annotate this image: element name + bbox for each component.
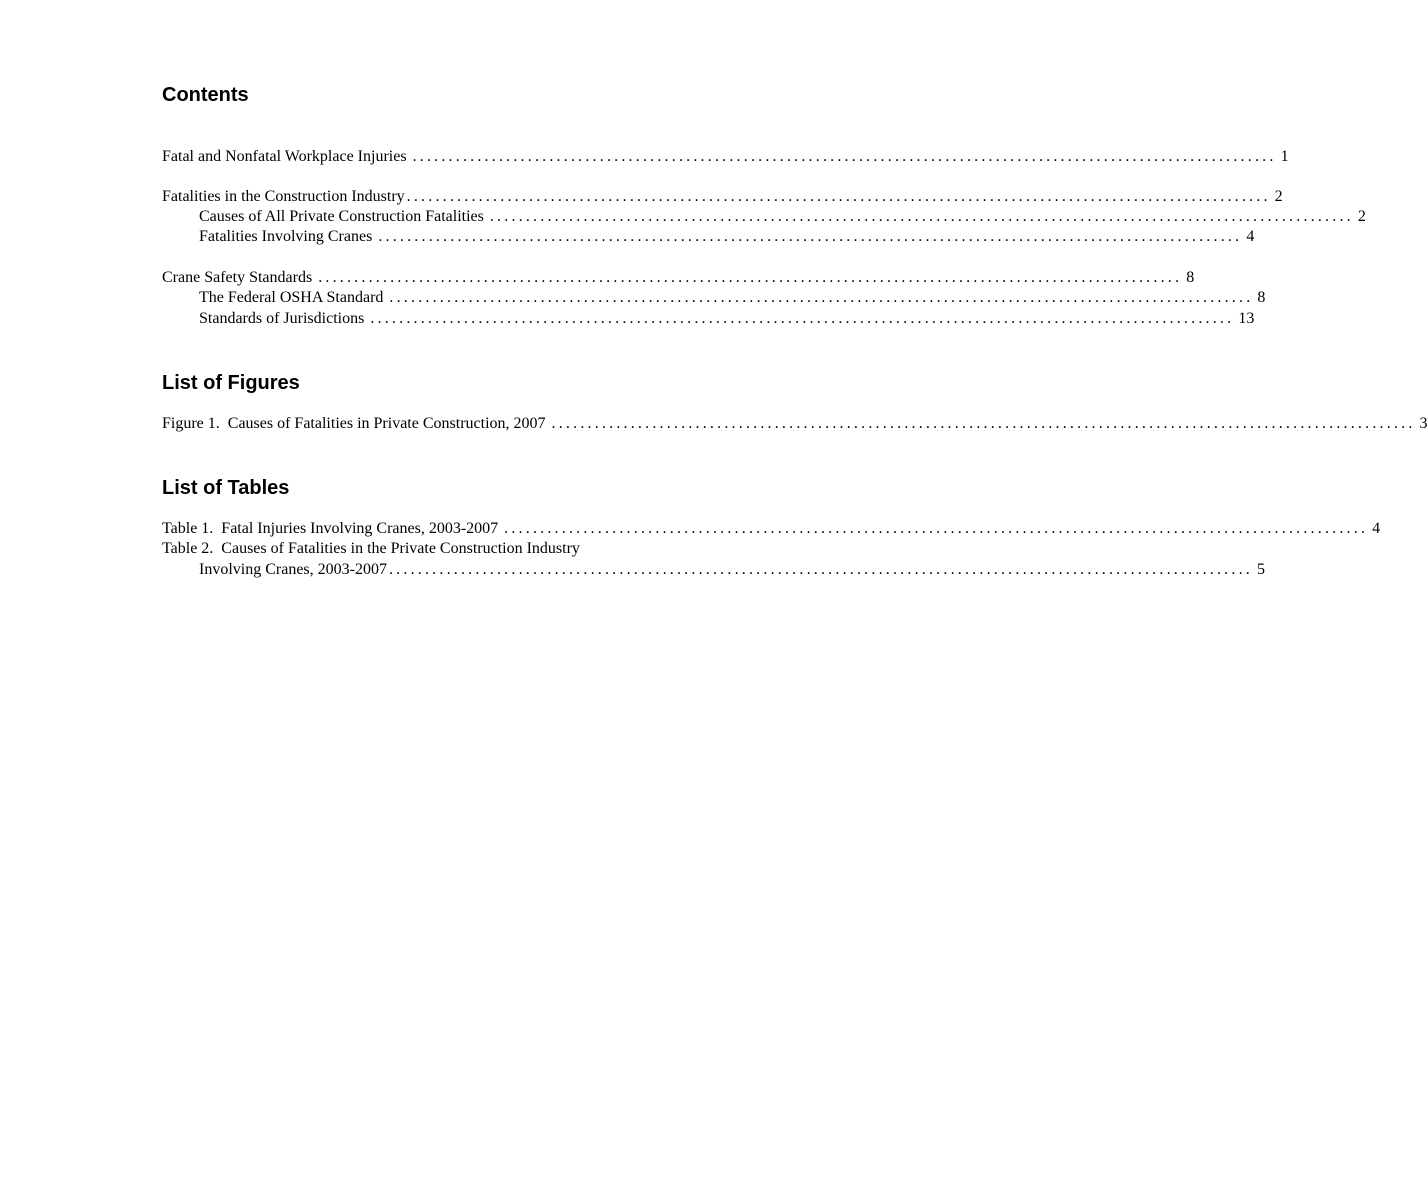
table-entry-2[interactable] — [199, 560, 1265, 580]
contents-heading: Contents — [162, 84, 249, 106]
toc-entry-construction-fatalities[interactable] — [162, 187, 1283, 207]
table-entry-2-title-line1[interactable]: Table 2. Causes of Fatalities in the Private Construction Industry — [162, 540, 580, 557]
toc-entry-standards-of-jurisdictions[interactable] — [199, 309, 1255, 329]
toc-entry-federal-osha-standard[interactable] — [199, 288, 1266, 308]
toc-entry-title: Standards of Jurisdictions — [199, 310, 365, 327]
toc-entry-page: 13 — [1238, 310, 1255, 327]
dot-leader: ........................................................................................................................ — [489, 208, 1354, 225]
toc-entry-title: Fatal and Nonfatal Workplace Injuries — [162, 148, 407, 165]
dot-leader: ........................................................................................................................ — [504, 520, 1369, 537]
toc-entry-title: The Federal OSHA Standard — [199, 289, 384, 306]
dot-leader: ........................................................................................................................ — [370, 310, 1235, 327]
dot-leader: ........................................................................................................................ — [406, 188, 1271, 205]
list-of-figures-heading: List of Figures — [162, 372, 300, 394]
dot-leader: ........................................................................................................................ — [389, 289, 1254, 306]
toc-entry-fatal-nonfatal-injuries[interactable] — [162, 147, 1289, 167]
figure-entry-title: Figure 1. Causes of Fatalities in Private Construction, 2007 — [162, 415, 546, 432]
toc-entry-crane-safety-standards[interactable] — [162, 268, 1195, 288]
list-of-tables-heading: List of Tables — [162, 477, 290, 499]
toc-entry-page: 4 — [1246, 228, 1255, 245]
dot-leader: ........................................................................................................................ — [378, 228, 1243, 245]
table-entry-title-line2: Involving Cranes, 2003-2007 — [199, 561, 387, 578]
dot-leader: ........................................................................................................................ — [412, 148, 1277, 165]
toc-entry-fatalities-involving-cranes[interactable] — [199, 227, 1255, 247]
figure-entry-1[interactable] — [162, 414, 1428, 434]
toc-entry-title: Causes of All Private Construction Fatalities — [199, 208, 484, 225]
toc-entry-page: 8 — [1186, 269, 1195, 286]
figure-entry-page: 3 — [1419, 415, 1428, 432]
toc-entry-title: Fatalities Involving Cranes — [199, 228, 373, 245]
table-entry-page: 4 — [1372, 520, 1381, 537]
toc-entry-causes-private-construction[interactable] — [199, 207, 1366, 227]
toc-entry-title: Crane Safety Standards — [162, 269, 313, 286]
toc-entry-page: 2 — [1357, 208, 1366, 225]
toc-entry-title: Fatalities in the Construction Industry — [162, 188, 405, 205]
toc-entry-page: 8 — [1257, 289, 1266, 306]
dot-leader: ........................................................................................................................ — [318, 269, 1183, 286]
table-entry-1[interactable] — [162, 519, 1381, 539]
dot-leader: ........................................................................................................................ — [551, 415, 1416, 432]
toc-entry-page: 1 — [1280, 148, 1289, 165]
table-entry-page: 5 — [1256, 561, 1265, 578]
dot-leader: ........................................................................................................................ — [388, 561, 1253, 578]
table-entry-title: Table 1. Fatal Injuries Involving Cranes, 2003-2007 — [162, 520, 499, 537]
toc-entry-page: 2 — [1274, 188, 1283, 205]
